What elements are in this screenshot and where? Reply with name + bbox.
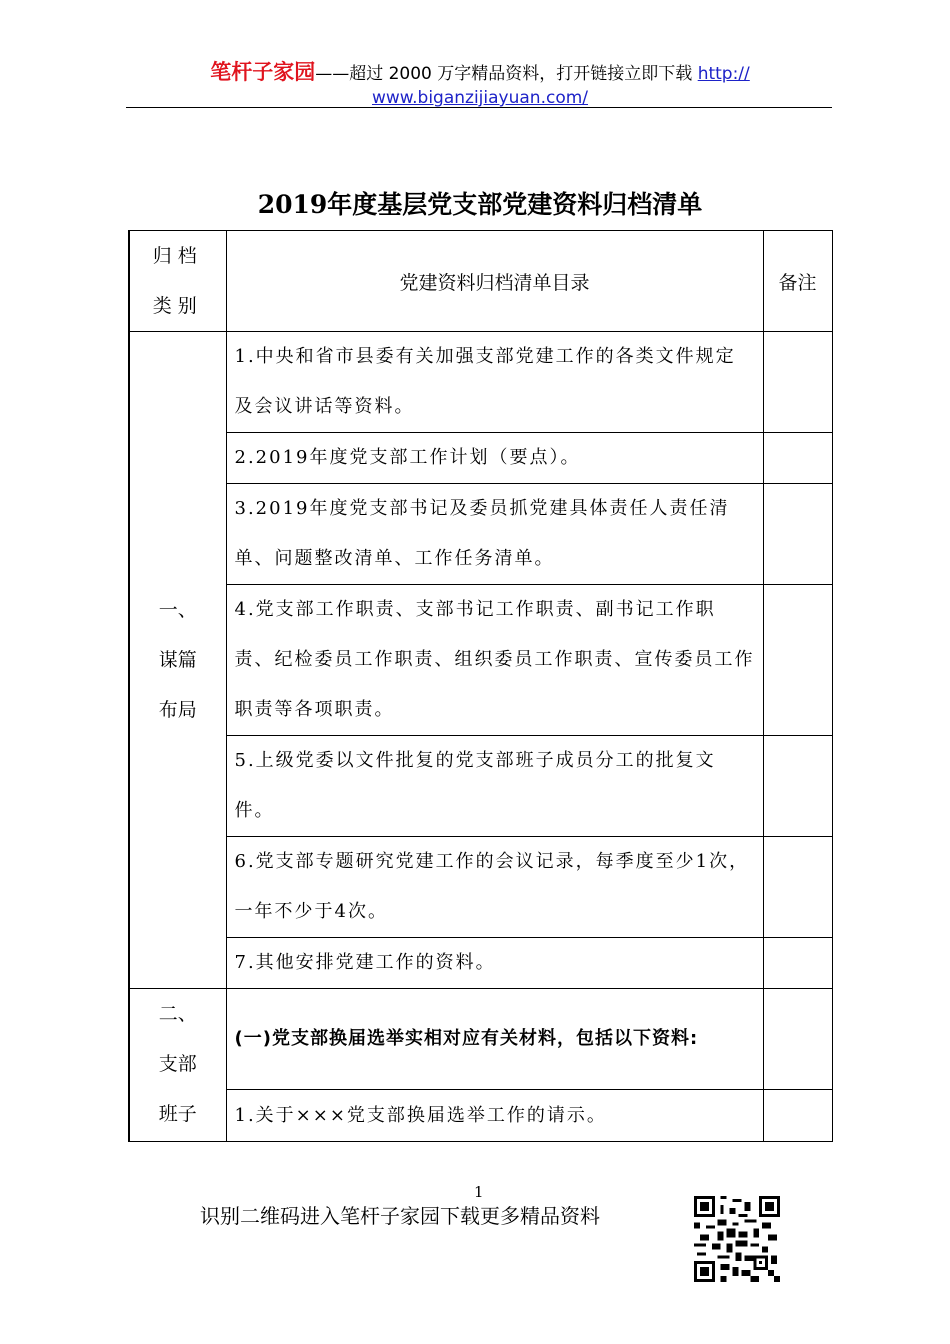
- remark-header: 备注: [763, 231, 832, 332]
- list-item: 5.上级党委以文件批复的党支部班子成员分工的批复文件。: [226, 736, 763, 837]
- website-link-part1[interactable]: http://: [697, 64, 750, 84]
- remark-cell: [763, 332, 832, 433]
- list-item: 4.党支部工作职责、支部书记工作职责、副书记工作职责、纪检委员工作职责、组织委员工作职责、宣传委员工作职责等各项职责。: [226, 585, 763, 736]
- remark-cell: [763, 837, 832, 938]
- list-item-subheading: (一)党支部换届选举实相对应有关材料，包括以下资料:: [226, 989, 763, 1090]
- remark-cell: [763, 736, 832, 837]
- list-header: 党建资料归档清单目录: [226, 231, 763, 332]
- category-header-line2: 类别: [152, 295, 203, 317]
- list-item: 7.其他安排党建工作的资料。: [226, 938, 763, 989]
- table-row: [129, 736, 832, 837]
- document-title: 2019年度基层党支部党建资料归档清单: [257, 190, 703, 219]
- remark-cell: [763, 989, 832, 1090]
- table-row: [129, 989, 832, 1090]
- footer-text: 识别二维码进入笔杆子家园下载更多精品资料: [200, 1204, 600, 1228]
- website-link-part2[interactable]: www.biganzijiayuan.com/: [371, 88, 589, 108]
- category-cell-planning: [129, 332, 226, 989]
- page-number: 1: [474, 1183, 484, 1201]
- category-header: [129, 231, 226, 332]
- category-label: 布局: [158, 699, 197, 721]
- category-label: 一、: [158, 599, 197, 621]
- table-row: [129, 332, 832, 433]
- remark-cell: [763, 585, 832, 736]
- category-label: 谋篇: [158, 649, 197, 671]
- table-row: [129, 585, 832, 736]
- list-item: 1.中央和省市县委有关加强支部党建工作的各类文件规定及会议讲话等资料。: [226, 332, 763, 433]
- remark-cell: [763, 938, 832, 989]
- table-row: [129, 1090, 832, 1142]
- page-header: [128, 60, 832, 110]
- remark-cell: [763, 484, 832, 585]
- table-row: [129, 837, 832, 938]
- header-divider: [126, 107, 832, 108]
- category-cell-branch-committee: [129, 989, 226, 1142]
- archive-checklist-table: [128, 230, 833, 1142]
- remark-cell: [763, 433, 832, 484]
- header-slogan: ——超过 2000 万字精品资料，打开链接立即下载: [315, 64, 698, 84]
- category-label: 二、: [158, 1003, 197, 1025]
- list-item: 6.党支部专题研究党建工作的会议记录，每季度至少1次，一年不少于4次。: [226, 837, 763, 938]
- brand-name: 笔杆子家园: [210, 60, 316, 84]
- table-row: [129, 433, 832, 484]
- list-item: 1.关于×××党支部换届选举工作的请示。: [226, 1090, 763, 1142]
- list-item: 2.2019年度党支部工作计划（要点）。: [226, 433, 763, 484]
- category-label: 支部: [158, 1053, 197, 1075]
- category-header-line1: 归档: [152, 245, 203, 267]
- list-item: 3.2019年度党支部书记及委员抓党建具体责任人责任清单、问题整改清单、工作任务清单。: [226, 484, 763, 585]
- remark-cell: [763, 1090, 832, 1142]
- table-header-row: [129, 231, 832, 332]
- qr-code-icon[interactable]: [694, 1196, 780, 1282]
- category-label: 班子: [158, 1103, 197, 1125]
- table-row: [129, 484, 832, 585]
- table-row: [129, 938, 832, 989]
